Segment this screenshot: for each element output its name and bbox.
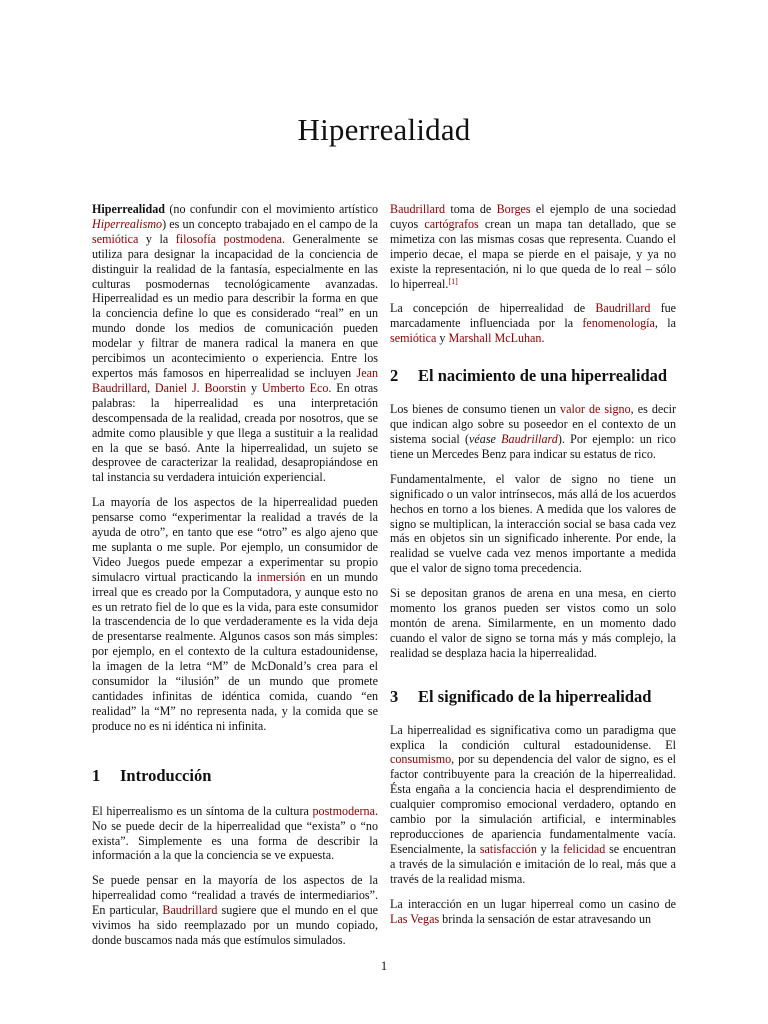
paragraph-definition — [92, 202, 378, 485]
link-hiperrealismo[interactable] — [92, 217, 162, 231]
section-title: El nacimiento de una hiperrealidad — [418, 366, 668, 386]
text: sugiere que el mundo en el que vivimos ha sido reemplazado por un mundo copiado, donde buscamos nada más que estímulos simulados. — [92, 903, 378, 947]
paragraph-significance — [390, 723, 676, 887]
section-number: 3 — [390, 686, 399, 706]
link-fenomenologia[interactable]: fenomenología — [582, 316, 655, 331]
text: crean un mapa tan detallado, que se mimetiza con las mismas cosas que representa. Cuando el imperio decae, el mapa se pierde en el paisaje, y ya no existe la representación, ni lo que queda de lo real – sólo lo hiperreal. — [390, 216, 676, 291]
link-baudrillard[interactable]: Baudrillard — [595, 301, 651, 316]
link-jean-baudrillard[interactable]: Jean Baudrillard — [92, 365, 378, 395]
link-inmersion[interactable]: inmersión — [257, 569, 306, 584]
link-valor-de-signo[interactable]: valor de signo — [560, 402, 631, 417]
italic-text — [469, 432, 558, 446]
text: La hiperrealidad es significativa como un paradigma que explica la condición cultural estadounidense. El — [390, 722, 676, 752]
link-las-vegas[interactable]: Las Vegas — [390, 911, 440, 926]
paragraph-aspects — [92, 495, 378, 734]
section-heading-significado — [390, 685, 676, 709]
text: se encuentran a través de la simulación e imitación de lo real, más que a través de la realidad misma. — [390, 841, 676, 886]
text: el ejemplo de una sociedad cuyos — [390, 202, 676, 231]
link-semiotica[interactable]: semiótica — [390, 331, 437, 346]
paragraph-influences — [390, 301, 676, 346]
link-consumismo[interactable]: consumismo — [390, 752, 452, 767]
text: brinda la sensación de estar atravesando un — [439, 911, 652, 926]
link-borges[interactable]: Borges — [496, 202, 531, 216]
text: La mayoría de los aspectos de la hiperrealidad pueden pensarse como “experimentar la realidad a través de la ayuda de otro”, en tanto que ese “otro” es algo ajeno que me suplanta o me suple. Por ejemplo, un consumidor de Video Juegos puede empezar a experimentar su propio simulacro virtual practicando la — [92, 495, 378, 584]
text: , es decir que indican algo sobre su poseedor en el contexto de un sistema social ( — [390, 402, 676, 446]
text: . En otras palabras: la hiperrealidad es una interpretación descompensada de la realidad, creada por nosotros, que se admite como plausible y que llega a sustituir a la realidad en la que se basó. Ante la hiperrealidad, un sujeto se desprovee de caracterizar la realidad, desapropiándose en tal instancia su verdadera intuición experiencial. — [92, 380, 378, 485]
text: La interacción en un lugar hiperreal como un casino de — [390, 896, 676, 911]
text: fue marcadamente influenciada por la — [390, 301, 677, 331]
term-bold: Hiperrealidad — [92, 202, 166, 216]
link-filosofia-postmodena[interactable]: filosofía postmodena — [175, 231, 282, 246]
text: ) es un concepto trabajado en el campo de la — [162, 216, 378, 231]
link-baudrillard[interactable]: Baudrillard — [390, 202, 446, 216]
text: . No se puede decir de la hiperrealidad que “exista” o “no exista”. Simplemente es una forma de describir la información a la que la conciencia se ve expuesta. — [92, 803, 378, 863]
text: Los bienes de consumo tienen un — [390, 402, 561, 417]
left-column — [92, 202, 378, 958]
section-number: 2 — [390, 366, 399, 386]
text: toma de — [445, 202, 497, 216]
section-title: El significado de la hiperrealidad — [418, 686, 652, 706]
text: , por su dependencia del valor de signo, es el factor contribuyente para la creación de la hiperrealidad. Ésta engaña a la conciencia hacia el desprendimiento de cualquier compromiso emocional verdadero, optando en cambio por la simulación artificial, e interminables reproducciones de apariencia fundamentalmente vacía. Esencialmente, la — [390, 752, 676, 856]
paragraph-las-vegas — [390, 897, 676, 927]
link-postmoderna[interactable]: postmoderna — [312, 803, 375, 818]
paragraph-intro-2 — [92, 873, 378, 948]
link-baudrillard[interactable]: Baudrillard — [162, 903, 218, 918]
text: y la — [138, 231, 176, 246]
paragraph-fundamentally: Fundamentalmente, el valor de signo no tiene un significado o un valor intrínsecos, más allá de los acuerdos hechos en torno a los bienes. A medida que los valores de signo se multiplican, la interacción social se basa cada vez más en objetos sin un significado inherente. Por ende, la realidad se vuelve cada vez menos importante a medida que el valor de signo toma precedencia. — [390, 471, 676, 576]
link-cartografos[interactable]: cartógrafos — [424, 216, 479, 231]
section-heading-introduccion — [92, 764, 378, 788]
section-number: 1 — [92, 765, 101, 785]
page-number: 1 — [380, 959, 388, 973]
link-felicidad[interactable]: felicidad — [563, 841, 606, 856]
text: , la — [654, 316, 676, 331]
link-marshall-mcluhan[interactable]: Marshall McLuhan — [448, 331, 542, 346]
right-column — [390, 202, 676, 936]
text: La concepción de hiperrealidad de — [390, 301, 596, 316]
paragraph-sign-value — [390, 402, 676, 462]
link-daniel-boorstin[interactable]: Daniel J. Boorstin — [154, 380, 247, 395]
paragraph-sand: Si se depositan granos de arena en una mesa, en cierto momento los granos pueden ser vistos como un solo montón de arena. Similarmente, en un momento dado cuando el valor de signo se torna más y más complejo, la realidad se desplaza hacia la hiperrealidad. — [390, 586, 676, 660]
footnote-ref[interactable]: [1] — [448, 276, 458, 286]
text: . — [541, 331, 545, 346]
text: El hiperrealismo es un síntoma de la cultura — [92, 803, 313, 818]
text: y — [246, 380, 262, 395]
section-heading-nacimiento — [390, 364, 676, 388]
text: Se puede pensar en la mayoría de los aspectos de la hiperrealidad como “realidad a través de intermediarios”. En particular, — [92, 873, 378, 918]
paragraph-borges — [390, 202, 676, 291]
text: . Generalmente se utiliza para designar la incapacidad de la conciencia de distinguir la realidad de la fantasía, especialmente en las culturas posmodernas tecnológicamente avanzadas. Hiperrealidad es un medio para describir la forma en que la conciencia define lo que es considerado “real” en un mundo donde los medios de comunicación pueden modelar y filtrar de manera radical la manera en que percibimos un acontecimiento o experiencia. Entre los expertos más famosos en hiperrealidad se incluyen — [92, 231, 378, 380]
text: y — [436, 331, 449, 346]
text: en un mundo irreal que es creado por la Computadora, y aunque esto no es un retrato fiel de lo que es la vida, para este consumidor la trascendencia de lo que verdaderamente es la vida deja de presentarse realmente. Algunos casos son más simples: por ejemplo, en el contexto de la cultura estadounidense, la imagen de la letra “M” de McDonald’s crea para el consumidor la “ilusión” de un mundo que promete cantidades infinitas de idéntica comida, cuando “en realidad” la “M” no representa nada, y la comida que se produce no es ni idéntica ni infinita. — [92, 569, 378, 733]
section-title: Introducción — [120, 765, 212, 785]
text: , — [147, 380, 155, 395]
link-baudrillard[interactable]: Baudrillard — [501, 431, 558, 446]
link-text: Hiperrealismo — [92, 216, 163, 231]
text: véase — [469, 431, 502, 446]
text: (no confundir con el movimiento artístico — [165, 202, 378, 216]
link-satisfaccion[interactable]: satisfacción — [479, 841, 537, 856]
text: ). Por ejemplo: un rico tiene un Mercedes Benz para indicar su estatus de rico. — [390, 431, 676, 461]
link-semiotica[interactable]: semiótica — [92, 231, 139, 246]
paragraph-intro-1 — [92, 804, 378, 864]
text: y la — [536, 841, 564, 856]
link-umberto-eco[interactable]: Umberto Eco — [261, 380, 329, 395]
page-title: Hiperrealidad — [297, 112, 471, 147]
